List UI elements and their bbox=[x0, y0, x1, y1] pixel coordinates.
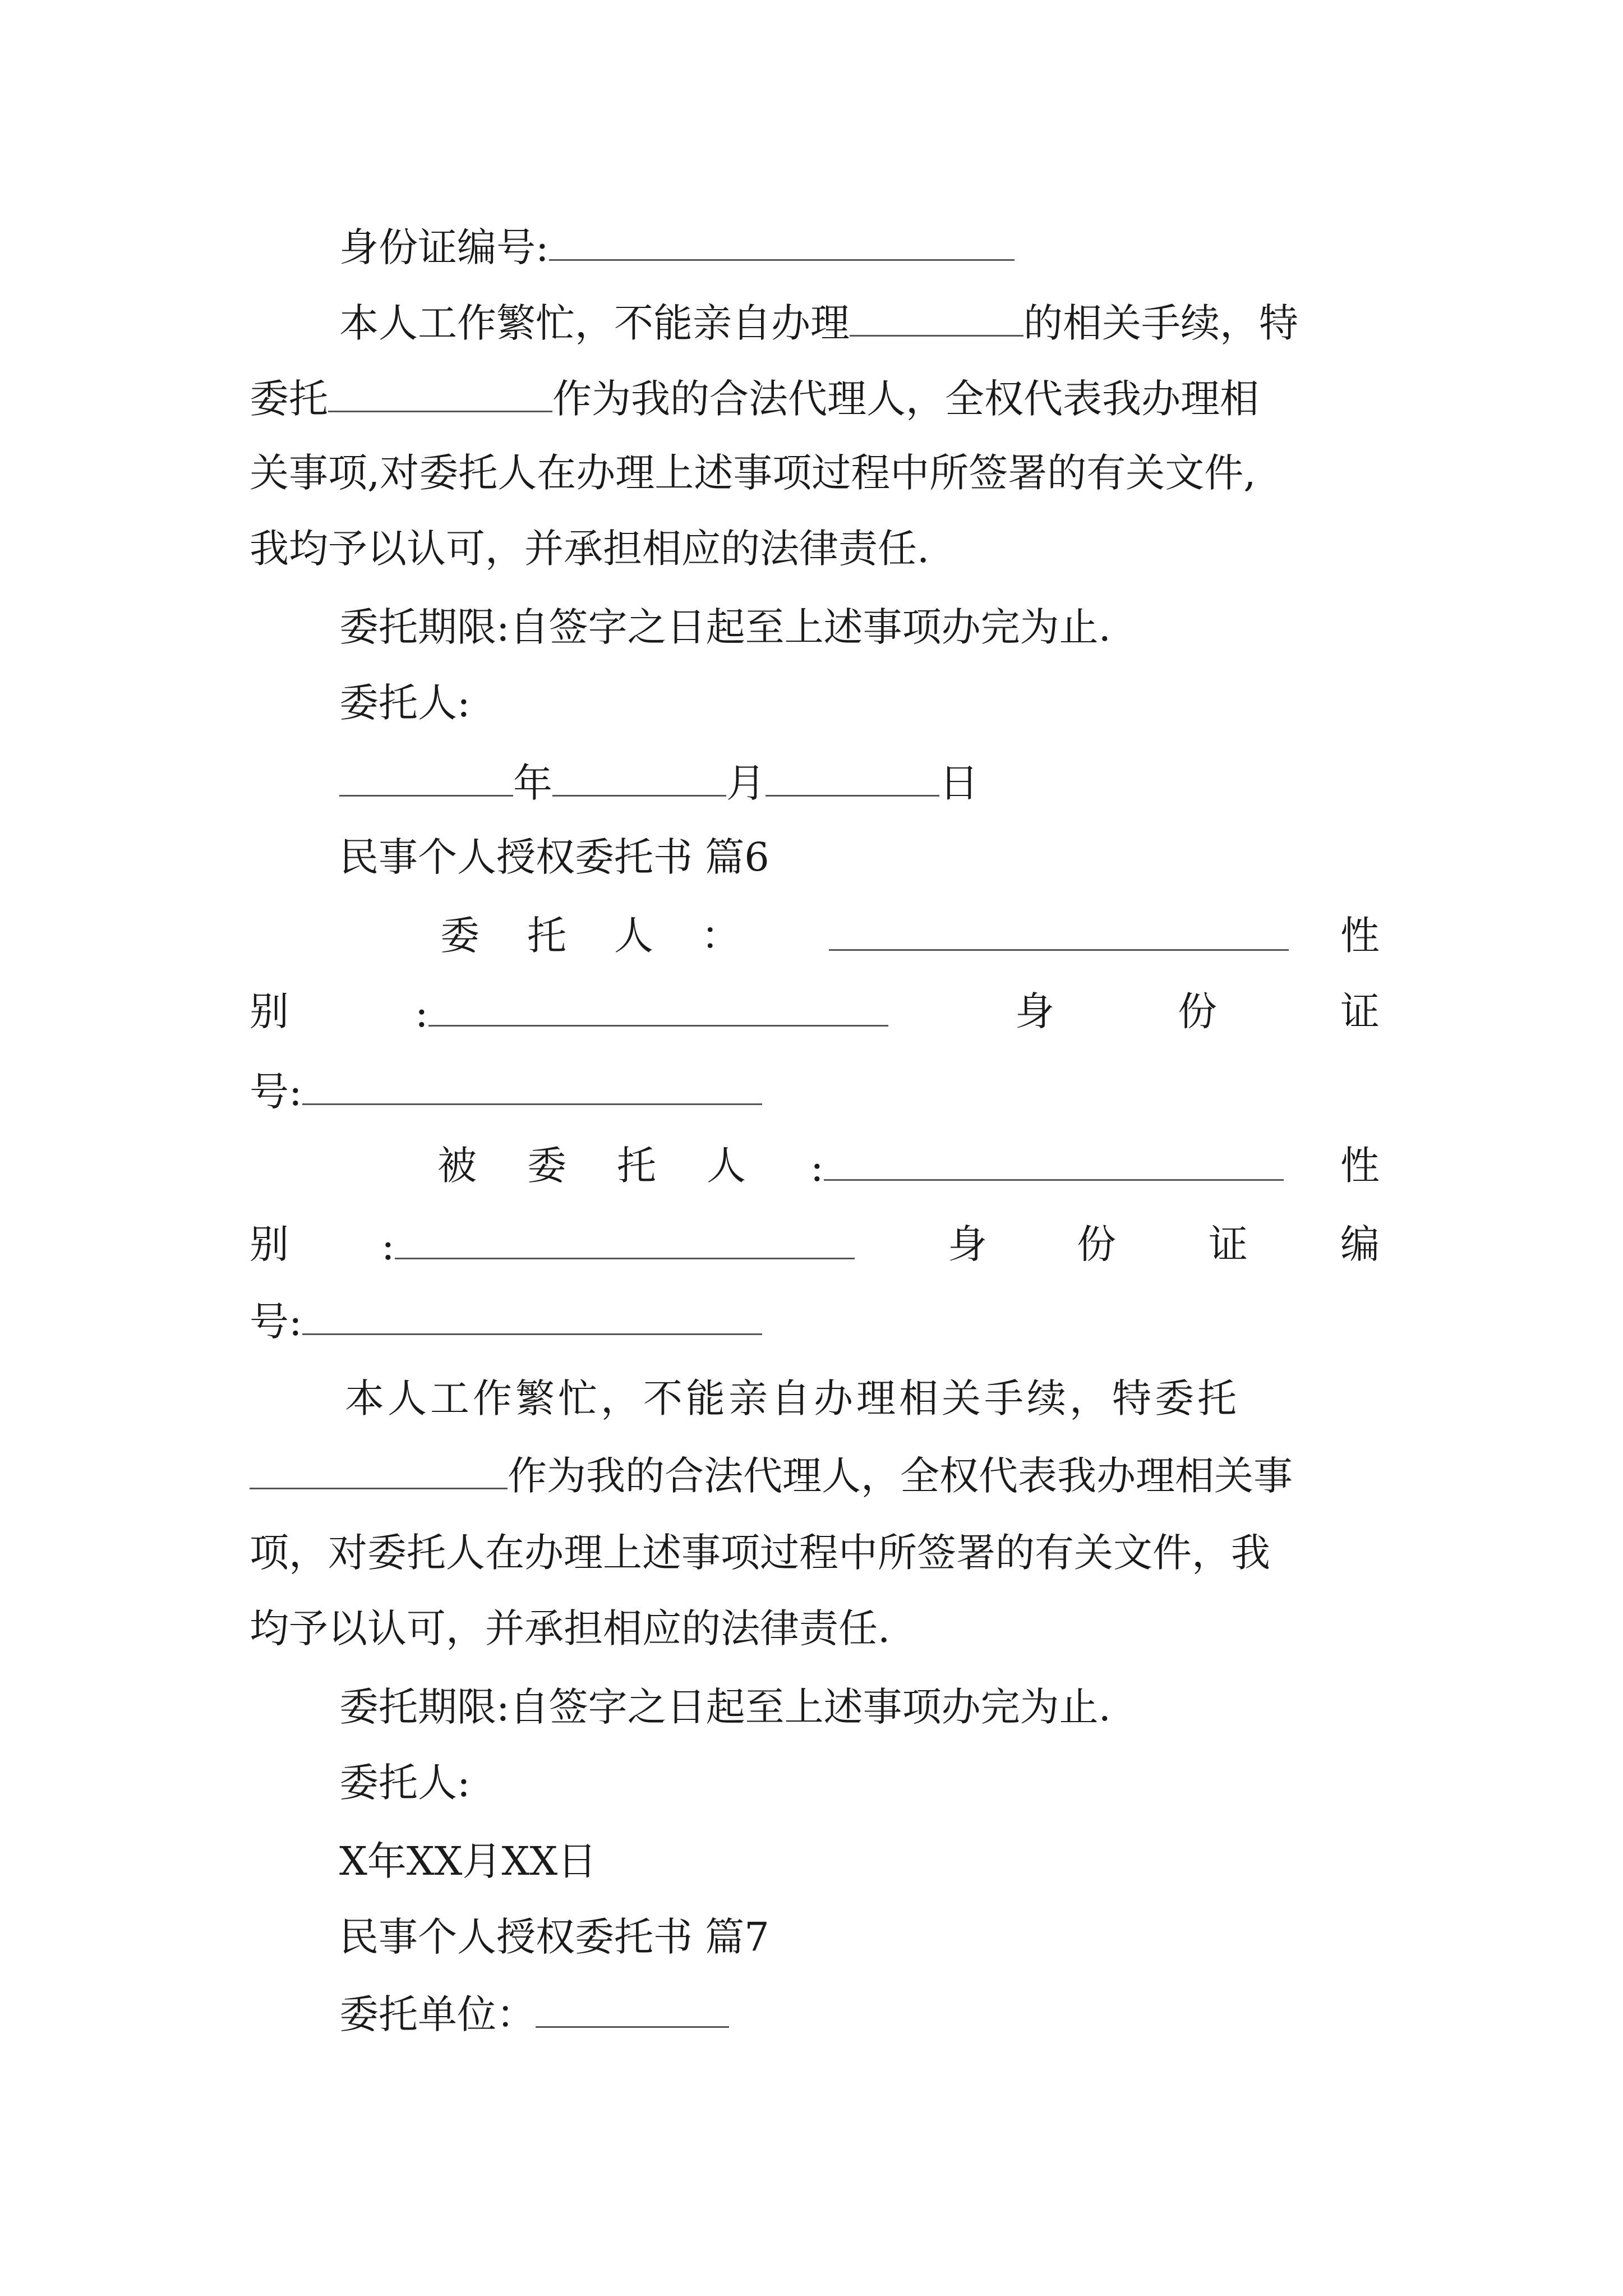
id-number-line bbox=[250, 1063, 762, 1119]
label-char: ： bbox=[701, 913, 740, 959]
id-char: 身 bbox=[948, 1221, 987, 1267]
id-char: 证 bbox=[1209, 1221, 1248, 1267]
gender-char: 性 bbox=[1340, 913, 1380, 959]
id-number-line bbox=[250, 1293, 762, 1349]
paragraph-line: 我均予以认可，并承担相应的法律责任. bbox=[250, 526, 930, 572]
paragraph-line: 均予以认可，并承担相应的法律责任. bbox=[250, 1605, 891, 1651]
section-title: 民事个人授权委托书 篇6 bbox=[339, 834, 769, 880]
principal-blank[interactable] bbox=[829, 909, 1289, 951]
paragraph-text: 本人工作繁忙，不能亲自办理 bbox=[339, 300, 850, 346]
principal-blank-wrap bbox=[829, 909, 1289, 964]
id-number-label: 身份证编号: bbox=[339, 224, 549, 270]
unit-blank[interactable] bbox=[536, 1986, 729, 2028]
colon: : bbox=[415, 990, 428, 1036]
matter-blank[interactable] bbox=[850, 295, 1023, 337]
id-number-label: 号: bbox=[250, 1299, 302, 1345]
month-label: 月 bbox=[726, 760, 766, 806]
date-line: X年XX月XX日 bbox=[339, 1838, 597, 1884]
id-number-line bbox=[339, 219, 1015, 274]
paragraph-line bbox=[250, 1447, 1293, 1503]
unit-line bbox=[339, 1986, 729, 2041]
paragraph-line: 本人工作繁忙，不能亲自办理相关手续，特委托 bbox=[345, 1375, 1240, 1421]
paragraph-text: 作为我的合法代理人，全权代表我办理相 bbox=[552, 376, 1259, 422]
gender-field bbox=[415, 984, 888, 1040]
principal-line: 委托人: bbox=[339, 1760, 471, 1806]
label-char: 委 bbox=[440, 913, 479, 959]
agent-blank[interactable] bbox=[328, 370, 552, 412]
id-char: 身 bbox=[1015, 988, 1054, 1034]
gender-blank[interactable] bbox=[395, 1217, 855, 1259]
year-blank[interactable] bbox=[339, 754, 513, 797]
id-number-blank[interactable] bbox=[302, 1293, 762, 1335]
gender-char: 别 bbox=[250, 1221, 289, 1267]
section-title: 民事个人授权委托书 篇7 bbox=[339, 1914, 769, 1960]
label-char: 托 bbox=[527, 913, 566, 959]
agent-field bbox=[810, 1139, 1284, 1194]
paragraph-text: 作为我的合法代理人，全权代表我办理相关事 bbox=[508, 1453, 1293, 1499]
term-line: 委托期限:自签字之日起至上述事项办完为止. bbox=[339, 1684, 1111, 1730]
id-number-label: 号: bbox=[250, 1069, 302, 1115]
colon: : bbox=[381, 1223, 395, 1269]
paragraph-line bbox=[339, 295, 1298, 350]
unit-label: 委托单位： bbox=[339, 1991, 536, 2037]
id-char: 编 bbox=[1340, 1221, 1380, 1267]
gender-char: 别 bbox=[250, 988, 289, 1034]
id-number-blank[interactable] bbox=[302, 1063, 762, 1105]
day-label: 日 bbox=[939, 760, 979, 806]
principal-line: 委托人: bbox=[339, 680, 471, 726]
day-blank[interactable] bbox=[766, 754, 939, 797]
label-char: 人 bbox=[614, 913, 653, 959]
gender-blank[interactable] bbox=[428, 984, 888, 1027]
agent-label bbox=[437, 1139, 746, 1193]
id-char: 证 bbox=[1340, 988, 1380, 1034]
id-char: 份 bbox=[1178, 988, 1217, 1034]
paragraph-line bbox=[250, 370, 1259, 426]
paragraph-text: 的相关手续，特 bbox=[1023, 300, 1298, 346]
date-line bbox=[339, 754, 979, 810]
month-blank[interactable] bbox=[552, 754, 726, 797]
gender-field bbox=[381, 1217, 855, 1273]
label-char: 被 bbox=[437, 1143, 477, 1189]
paragraph-text: 委托 bbox=[250, 376, 328, 422]
term-line: 委托期限:自签字之日起至上述事项办完为止. bbox=[339, 604, 1111, 650]
gender-char: 性 bbox=[1340, 1143, 1380, 1189]
paragraph-line: 关事项,对委托人在办理上述事项过程中所签署的有关文件, bbox=[250, 450, 1256, 496]
colon: : bbox=[810, 1144, 824, 1190]
agent-blank[interactable] bbox=[824, 1139, 1284, 1181]
label-char: 人 bbox=[707, 1143, 746, 1189]
principal-label bbox=[440, 909, 740, 963]
id-number-blank[interactable] bbox=[549, 219, 1015, 261]
label-char: 委 bbox=[527, 1143, 566, 1189]
paragraph-line: 项，对委托人在办理上述事项过程中所签署的有关文件，我 bbox=[250, 1530, 1270, 1576]
agent-name-blank[interactable] bbox=[250, 1447, 508, 1489]
label-char: 托 bbox=[617, 1143, 656, 1189]
id-char: 份 bbox=[1077, 1221, 1116, 1267]
year-label: 年 bbox=[513, 760, 552, 806]
